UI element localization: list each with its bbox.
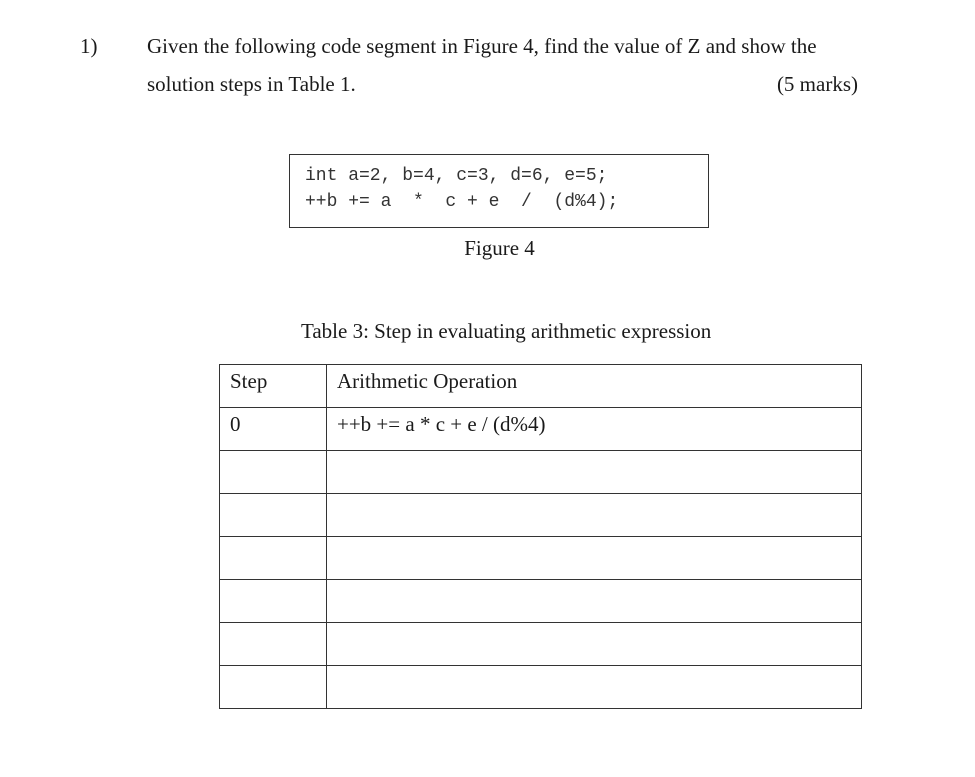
marks-label: (5 marks) [776,72,858,96]
header-step: Step [220,365,327,408]
table-header-row [220,365,862,408]
table-row [220,451,862,494]
code-segment-box [289,154,709,228]
operation-cell [327,580,862,623]
figure-caption [0,236,975,261]
operation-cell [327,623,862,666]
step-cell [220,451,327,494]
operation-cell [327,451,862,494]
operation-cell [327,666,862,709]
question-number: 1) [80,34,98,58]
table-row [220,537,862,580]
steps-table [219,364,862,709]
table-row [220,666,862,709]
table-caption: Table 3: Step in evaluating arithmetic expression [301,319,712,343]
operation-cell [327,537,862,580]
table-row [220,580,862,623]
code-line-expression: ++b += a * c + e / (d%4); [305,192,619,212]
step-cell [220,623,327,666]
step-cell: 0 [220,408,327,451]
step-cell [220,580,327,623]
step-cell [220,537,327,580]
code-line-declaration: int a=2, b=4, c=3, d=6, e=5; [305,166,608,186]
header-arithmetic-operation: Arithmetic Operation [327,365,862,408]
operation-cell [327,494,862,537]
question-text-line1: Given the following code segment in Figure 4, find the value of Z and show the [147,34,817,58]
table-row [220,408,862,451]
table-row [220,494,862,537]
step-cell [220,666,327,709]
operation-cell: ++b += a * c + e / (d%4) [327,408,862,451]
table-row [220,623,862,666]
figure-caption-text: Figure 4 [464,236,535,260]
step-cell [220,494,327,537]
question-text-line2: solution steps in Table 1. [147,72,356,96]
